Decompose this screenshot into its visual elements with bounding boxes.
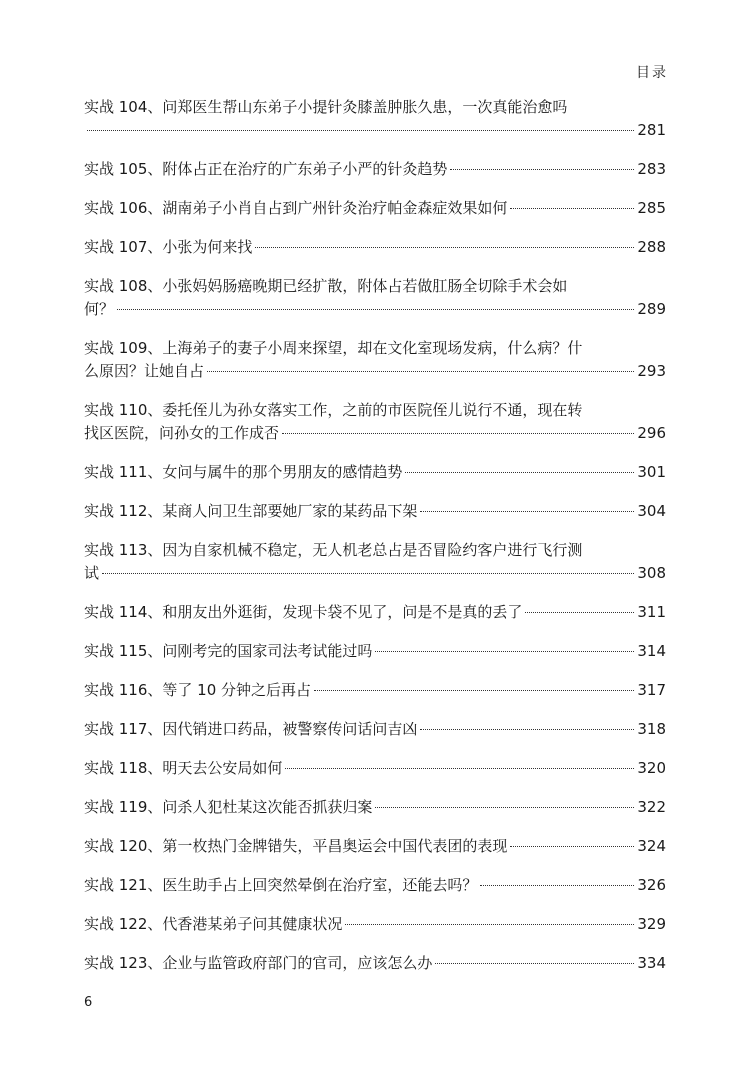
toc-entry[interactable] bbox=[84, 952, 666, 975]
dot-leader bbox=[450, 169, 634, 170]
toc-page-number: 322 bbox=[637, 798, 666, 816]
toc-entry[interactable] bbox=[84, 796, 666, 819]
toc-page-number: 288 bbox=[637, 238, 666, 256]
toc-page-number: 311 bbox=[637, 603, 666, 621]
toc-page-number: 334 bbox=[637, 954, 666, 972]
toc-entry[interactable] bbox=[84, 236, 666, 259]
toc-entry-line bbox=[84, 562, 666, 585]
dot-leader bbox=[375, 807, 634, 808]
toc-entry-line bbox=[84, 601, 666, 624]
toc-entry-line bbox=[84, 422, 666, 445]
toc-entry-text: 实战 107、小张为何来找 bbox=[84, 238, 253, 256]
toc-entry[interactable] bbox=[84, 337, 666, 383]
toc-entry-text: 实战 123、企业与监管政府部门的官司，应该怎么办 bbox=[84, 954, 433, 972]
toc-page-number: 326 bbox=[637, 876, 666, 894]
dot-leader bbox=[375, 651, 634, 652]
dot-leader bbox=[420, 729, 634, 730]
toc-entry-line bbox=[84, 197, 666, 220]
dot-leader bbox=[285, 768, 634, 769]
toc-entry-text: 实战 111、女问与属牛的那个男朋友的感情趋势 bbox=[84, 463, 403, 481]
toc-page-number: 314 bbox=[637, 642, 666, 660]
toc-page-number: 289 bbox=[637, 300, 666, 318]
toc-page-number: 329 bbox=[637, 915, 666, 933]
toc-entry-text: 实战 122、代香港某弟子问其健康状况 bbox=[84, 915, 343, 933]
toc-entry[interactable] bbox=[84, 874, 666, 897]
toc-entry[interactable] bbox=[84, 461, 666, 484]
toc-page-number: 304 bbox=[637, 502, 666, 520]
dot-leader bbox=[314, 690, 634, 691]
page-number: 6 bbox=[84, 995, 93, 1010]
dot-leader bbox=[510, 846, 634, 847]
toc-entry-text: 实战 120、第一枚热门金牌错失，平昌奥运会中国代表团的表现 bbox=[84, 837, 508, 855]
toc-entry-line bbox=[84, 952, 666, 975]
dot-leader bbox=[420, 511, 634, 512]
toc-entry-text: 实战 121、医生助手占上回突然晕倒在治疗室，还能去吗？ bbox=[84, 876, 478, 894]
dot-leader bbox=[282, 433, 634, 434]
dot-leader bbox=[87, 130, 634, 131]
dot-leader bbox=[435, 963, 634, 964]
toc-page-number: 317 bbox=[637, 681, 666, 699]
toc-entry-line bbox=[84, 640, 666, 663]
toc-entry[interactable] bbox=[84, 197, 666, 220]
toc-page-number: 281 bbox=[637, 121, 666, 139]
toc-entry-text: 实战 105、附体占正在治疗的广东弟子小严的针灸趋势 bbox=[84, 160, 448, 178]
toc-entry-line bbox=[84, 119, 666, 142]
toc-entry[interactable] bbox=[84, 275, 666, 321]
toc-page-number: 283 bbox=[637, 160, 666, 178]
dot-leader bbox=[525, 612, 634, 613]
toc-page-number: 318 bbox=[637, 720, 666, 738]
toc-entry-text: 试 bbox=[84, 564, 100, 582]
toc-entry-text: 找区医院，问孙女的工作成否 bbox=[84, 424, 280, 442]
toc-entry[interactable] bbox=[84, 539, 666, 585]
toc-entry-line bbox=[84, 874, 666, 897]
toc-entry-title: 实战 108、小张妈妈肠癌晚期已经扩散，附体占若做肛肠全切除手术会如 bbox=[84, 277, 568, 295]
toc-entry[interactable] bbox=[84, 601, 666, 624]
toc-entry-line bbox=[84, 500, 666, 523]
toc-entry-text: 实战 114、和朋友出外逛街，发现卡袋不见了，问是不是真的丢了 bbox=[84, 603, 523, 621]
dot-leader bbox=[480, 885, 634, 886]
toc-entry-text: 实战 106、湖南弟子小肖自占到广州针灸治疗帕金森症效果如何 bbox=[84, 199, 508, 217]
toc-page-number: 293 bbox=[637, 362, 666, 380]
toc-page-number: 301 bbox=[637, 463, 666, 481]
toc-entry[interactable] bbox=[84, 757, 666, 780]
toc-page-number: 285 bbox=[637, 199, 666, 217]
table-of-contents bbox=[84, 96, 666, 991]
toc-entry-text: 实战 119、问杀人犯杜某这次能否抓获归案 bbox=[84, 798, 373, 816]
toc-entry-line bbox=[84, 461, 666, 484]
toc-page-number: 320 bbox=[637, 759, 666, 777]
toc-page-number: 296 bbox=[637, 424, 666, 442]
toc-entry[interactable] bbox=[84, 913, 666, 936]
toc-entry-text: 实战 112、某商人问卫生部要她厂家的某药品下架 bbox=[84, 502, 418, 520]
toc-entry-line bbox=[84, 757, 666, 780]
dot-leader bbox=[102, 573, 634, 574]
dot-leader bbox=[510, 208, 634, 209]
toc-entry-title: 实战 109、上海弟子的妻子小周来探望，却在文化室现场发病，什么病？什 bbox=[84, 339, 583, 357]
toc-entry[interactable] bbox=[84, 835, 666, 858]
toc-entry-line bbox=[84, 298, 666, 321]
toc-entry-line bbox=[84, 236, 666, 259]
dot-leader bbox=[207, 371, 634, 372]
toc-entry-line bbox=[84, 718, 666, 741]
toc-entry[interactable] bbox=[84, 679, 666, 702]
toc-entry[interactable] bbox=[84, 158, 666, 181]
toc-entry-text: 么原因？让她自占 bbox=[84, 362, 205, 380]
toc-entry-title: 实战 104、问郑医生帮山东弟子小提针灸膝盖肿胀久患，一次真能治愈吗 bbox=[84, 98, 568, 116]
toc-entry-line bbox=[84, 360, 666, 383]
toc-entry-text: 何？ bbox=[84, 300, 115, 318]
toc-entry-line bbox=[84, 913, 666, 936]
toc-entry-text: 实战 117、因代销进口药品，被警察传问话问吉凶 bbox=[84, 720, 418, 738]
toc-entry-text: 实战 116、等了 10 分钟之后再占 bbox=[84, 681, 312, 699]
dot-leader bbox=[117, 309, 634, 310]
toc-page-number: 308 bbox=[637, 564, 666, 582]
toc-page-number: 324 bbox=[637, 837, 666, 855]
dot-leader bbox=[255, 247, 634, 248]
toc-entry-line bbox=[84, 158, 666, 181]
section-header: 目录 bbox=[636, 65, 668, 81]
toc-entry[interactable] bbox=[84, 640, 666, 663]
dot-leader bbox=[405, 472, 634, 473]
toc-entry-text: 实战 118、明天去公安局如何 bbox=[84, 759, 283, 777]
toc-entry[interactable] bbox=[84, 500, 666, 523]
toc-entry-title: 实战 113、因为自家机械不稳定，无人机老总占是否冒险约客户进行飞行测 bbox=[84, 541, 583, 559]
toc-entry-line bbox=[84, 796, 666, 819]
toc-entry[interactable] bbox=[84, 718, 666, 741]
toc-entry-text: 实战 115、问刚考完的国家司法考试能过吗 bbox=[84, 642, 373, 660]
toc-entry-line bbox=[84, 835, 666, 858]
dot-leader bbox=[345, 924, 634, 925]
toc-entry-line bbox=[84, 679, 666, 702]
toc-entry[interactable] bbox=[84, 96, 666, 142]
toc-entry-title: 实战 110、委托侄儿为孙女落实工作，之前的市医院侄儿说行不通，现在转 bbox=[84, 401, 583, 419]
toc-entry[interactable] bbox=[84, 399, 666, 445]
